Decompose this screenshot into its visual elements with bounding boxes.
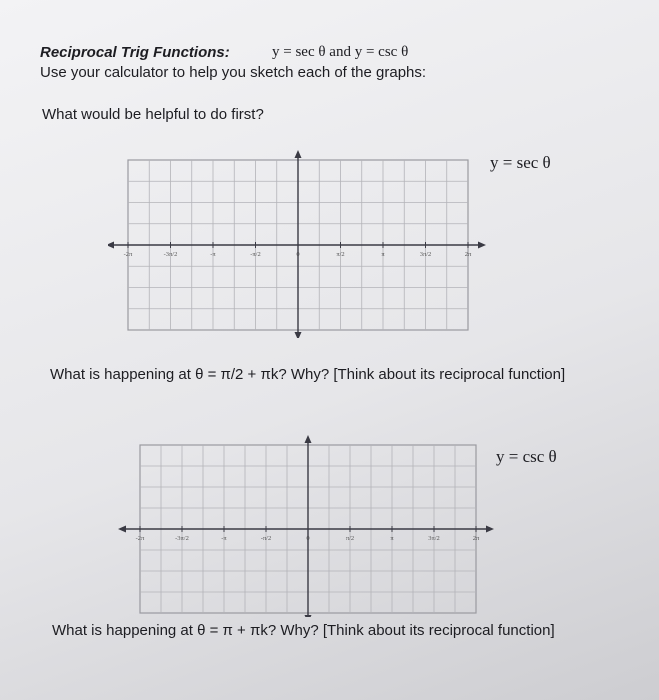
sec-graph-tick-label: 3π/2 [419, 251, 432, 258]
sec-graph-tick-label: 0 [296, 251, 300, 258]
sec-graph-x-arrow-left [108, 242, 114, 249]
sec-graph-tick-label: -π [210, 251, 216, 258]
csc-graph-x-arrow-left [118, 526, 126, 533]
csc-graph-grid [118, 433, 502, 617]
csc-graph-tick-label: 3π/2 [428, 535, 440, 542]
csc-graph-tick-label: -π [221, 535, 227, 542]
sec-graph-tick-label: π/2 [336, 251, 345, 258]
instructions-text: Use your calculator to help you sketch each of the graphs: [40, 64, 427, 81]
csc-graph-x-arrow-right [486, 526, 494, 533]
csc-graph-tick-label: 2π [472, 535, 480, 542]
sec-graph-x-arrow-right [478, 242, 486, 249]
csc-graph-y-arrow-up [305, 435, 312, 443]
csc-graph-tick-label: -π/2 [260, 535, 272, 542]
csc-graph-tick-label: -3π/2 [175, 535, 189, 542]
question-first-step: What would be helpful to do first? [42, 106, 264, 123]
csc-graph-tick-label: 0 [306, 535, 310, 542]
question-sec-asymptotes: What is happening at θ = π/2 + πk? Why? [Think about its reciprocal function] [50, 366, 566, 383]
sec-graph-label: y = sec θ [490, 153, 551, 172]
sec-graph-y-arrow-up [295, 150, 302, 158]
sec-graph-y-arrow-down [295, 332, 302, 338]
sec-graph-grid [108, 148, 492, 338]
csc-graph-tick-label: π [390, 535, 394, 542]
csc-graph-y-arrow-down [305, 615, 312, 617]
csc-graph-label: y = csc θ [496, 447, 557, 466]
csc-graph-tick-label: -2π [135, 535, 145, 542]
worksheet-title: Reciprocal Trig Functions: [40, 44, 230, 61]
sec-graph-tick-label: π [381, 251, 385, 258]
title-equations: y = sec θ and y = csc θ [272, 44, 409, 60]
sec-graph-tick-label: -2π [123, 251, 133, 258]
sec-graph-tick-label: -π/2 [250, 251, 261, 258]
csc-graph-tick-label: π/2 [345, 535, 355, 542]
sec-graph-tick-label: 2π [464, 251, 472, 258]
sec-graph-tick-label: -3π/2 [163, 251, 178, 258]
question-csc-asymptotes: What is happening at θ = π + πk? Why? [Think about its reciprocal function] [52, 622, 555, 639]
